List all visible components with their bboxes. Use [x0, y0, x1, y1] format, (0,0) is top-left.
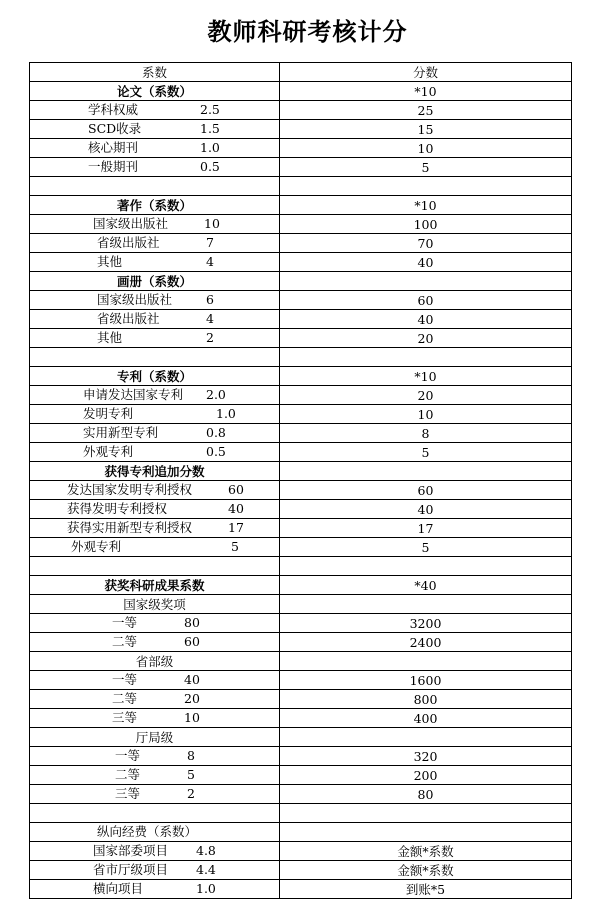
item-coefficient: 40 — [184, 672, 200, 687]
coefficient-cell — [30, 500, 280, 519]
item-name: 实用新型专利 — [83, 425, 159, 440]
table-row — [30, 861, 572, 880]
table-row — [30, 82, 572, 101]
score-cell: 8 — [280, 424, 572, 443]
item-coefficient: 7 — [206, 235, 214, 250]
item-name: 学科权威 — [88, 102, 139, 117]
score-cell — [280, 728, 572, 747]
coefficient-cell — [30, 253, 280, 272]
score-cell: 200 — [280, 766, 572, 785]
item-coefficient: 4 — [206, 311, 214, 326]
coefficient-cell — [30, 443, 280, 462]
score-cell: 5 — [280, 443, 572, 462]
table-row — [30, 652, 572, 671]
item-name: 获得实用新型专利授权 — [67, 520, 193, 535]
item-name: 国家级出版社 — [93, 216, 169, 231]
item-name: 申请发达国家专利 — [83, 387, 184, 402]
item-name: 外观专利 — [71, 539, 122, 554]
item-coefficient: 0.5 — [200, 159, 220, 174]
coefficient-cell — [30, 728, 280, 747]
table-row — [30, 595, 572, 614]
coefficient-cell — [30, 177, 280, 196]
item-coefficient: 1.5 — [200, 121, 220, 136]
table-row — [30, 101, 572, 120]
coefficient-cell — [30, 82, 280, 101]
item-coefficient: 2 — [187, 786, 195, 801]
item-name: 三等 — [112, 710, 138, 725]
score-cell: 40 — [280, 253, 572, 272]
coefficient-cell — [30, 139, 280, 158]
score-cell: 金额*系数 — [280, 861, 572, 880]
score-cell: 400 — [280, 709, 572, 728]
table-row — [30, 443, 572, 462]
header-coefficient: 系数 — [30, 63, 280, 82]
coefficient-cell — [30, 424, 280, 443]
item-name: 三等 — [115, 786, 141, 801]
item-coefficient: 40 — [228, 501, 244, 516]
item-name: 二等 — [112, 691, 138, 706]
coefficient-cell — [30, 595, 280, 614]
coefficient-cell — [30, 291, 280, 310]
score-cell: 3200 — [280, 614, 572, 633]
table-row — [30, 842, 572, 861]
coefficient-cell — [30, 614, 280, 633]
score-cell: 5 — [280, 538, 572, 557]
table-row — [30, 367, 572, 386]
item-name: 一等 — [115, 748, 141, 763]
score-cell: 金额*系数 — [280, 842, 572, 861]
table-row — [30, 766, 572, 785]
coefficient-cell — [30, 481, 280, 500]
coefficient-cell — [30, 766, 280, 785]
item-name: 核心期刊 — [88, 140, 139, 155]
item-coefficient: 6 — [206, 292, 214, 307]
item-name: 其他 — [97, 330, 123, 345]
table-row — [30, 462, 572, 481]
score-cell — [280, 595, 572, 614]
item-coefficient: 20 — [184, 691, 200, 706]
coefficient-cell — [30, 196, 280, 215]
score-cell: 5 — [280, 158, 572, 177]
item-coefficient: 4.8 — [196, 843, 216, 858]
item-name: 一等 — [112, 672, 138, 687]
section-heading: 画册（系数） — [116, 273, 192, 289]
item-coefficient: 8 — [187, 748, 195, 763]
item-name: 国家部委项目 — [93, 843, 169, 858]
score-cell: 100 — [280, 215, 572, 234]
score-cell — [280, 348, 572, 367]
coefficient-cell — [30, 158, 280, 177]
item-coefficient: 60 — [228, 482, 244, 497]
score-cell — [280, 557, 572, 576]
coefficient-cell — [30, 329, 280, 348]
coefficient-cell — [30, 215, 280, 234]
subsection-label: 纵向经费（系数） — [97, 824, 198, 839]
score-cell: 20 — [280, 329, 572, 348]
score-cell: 70 — [280, 234, 572, 253]
score-cell: 到账*5 — [280, 880, 572, 899]
table-row — [30, 329, 572, 348]
score-cell — [280, 177, 572, 196]
item-coefficient: 2.5 — [200, 102, 220, 117]
score-table — [29, 62, 572, 899]
table-row — [30, 291, 572, 310]
score-cell: 60 — [280, 291, 572, 310]
score-cell — [280, 804, 572, 823]
table-row — [30, 234, 572, 253]
score-cell: 40 — [280, 500, 572, 519]
item-name: 发达国家发明专利授权 — [67, 482, 193, 497]
item-name: 二等 — [112, 634, 138, 649]
item-coefficient: 2 — [206, 330, 214, 345]
coefficient-cell — [30, 405, 280, 424]
coefficient-cell — [30, 709, 280, 728]
score-cell: 25 — [280, 101, 572, 120]
coefficient-cell — [30, 823, 280, 842]
item-coefficient: 1.0 — [216, 406, 236, 421]
coefficient-cell — [30, 120, 280, 139]
table-row — [30, 690, 572, 709]
table-row — [30, 253, 572, 272]
item-coefficient: 60 — [184, 634, 200, 649]
item-coefficient: 0.5 — [206, 444, 226, 459]
coefficient-cell — [30, 310, 280, 329]
score-cell: *10 — [280, 196, 572, 215]
table-row — [30, 557, 572, 576]
score-cell: *10 — [280, 367, 572, 386]
coefficient-cell — [30, 462, 280, 481]
table-row — [30, 576, 572, 595]
table-row — [30, 671, 572, 690]
coefficient-cell — [30, 519, 280, 538]
subsection-label: 国家级奖项 — [123, 596, 186, 612]
item-name: 横向项目 — [93, 881, 144, 896]
score-cell: 15 — [280, 120, 572, 139]
score-cell: 800 — [280, 690, 572, 709]
item-name: 一般期刊 — [88, 159, 139, 174]
item-name: 发明专利 — [83, 406, 134, 421]
table-row — [30, 500, 572, 519]
table-row — [30, 139, 572, 158]
table-row — [30, 728, 572, 747]
coefficient-cell — [30, 576, 280, 595]
table-row — [30, 614, 572, 633]
item-coefficient: 0.8 — [206, 425, 226, 440]
score-cell: 10 — [280, 405, 572, 424]
score-cell: *10 — [280, 82, 572, 101]
section-heading: 获奖科研成果系数 — [104, 577, 205, 593]
coefficient-cell — [30, 842, 280, 861]
coefficient-cell — [30, 671, 280, 690]
section-heading: 专利（系数） — [116, 368, 192, 384]
header-score: 分数 — [280, 63, 572, 82]
coefficient-cell — [30, 652, 280, 671]
score-cell — [280, 272, 572, 291]
item-name: 省级出版社 — [97, 311, 160, 326]
coefficient-cell — [30, 690, 280, 709]
item-name: 二等 — [115, 767, 141, 782]
table-row — [30, 633, 572, 652]
coefficient-cell — [30, 633, 280, 652]
score-cell — [280, 652, 572, 671]
table-row — [30, 196, 572, 215]
table-row — [30, 120, 572, 139]
item-coefficient: 10 — [204, 216, 220, 231]
table-row — [30, 823, 572, 842]
table-row — [30, 538, 572, 557]
coefficient-cell — [30, 386, 280, 405]
item-coefficient: 4 — [206, 254, 214, 269]
item-coefficient: 17 — [228, 520, 244, 535]
table-row — [30, 424, 572, 443]
coefficient-cell — [30, 367, 280, 386]
item-coefficient: 1.0 — [200, 140, 220, 155]
item-name: 获得发明专利授权 — [67, 501, 168, 516]
score-cell: 10 — [280, 139, 572, 158]
score-cell — [280, 823, 572, 842]
item-name: 外观专利 — [83, 444, 134, 459]
score-cell: *40 — [280, 576, 572, 595]
score-cell: 60 — [280, 481, 572, 500]
coefficient-cell — [30, 557, 280, 576]
subsection-label: 省部级 — [135, 653, 174, 669]
table-row — [30, 348, 572, 367]
table-row — [30, 519, 572, 538]
table-row — [30, 386, 572, 405]
table-row — [30, 481, 572, 500]
table-row — [30, 747, 572, 766]
table-row — [30, 310, 572, 329]
section-heading: 获得专利追加分数 — [104, 463, 205, 479]
item-coefficient: 5 — [231, 539, 239, 554]
item-name: SCD收录 — [88, 121, 142, 136]
coefficient-cell — [30, 861, 280, 880]
section-heading: 著作（系数） — [116, 197, 192, 213]
item-coefficient: 1.0 — [196, 881, 216, 896]
coefficient-cell — [30, 880, 280, 899]
score-cell — [280, 462, 572, 481]
score-cell: 320 — [280, 747, 572, 766]
score-cell: 80 — [280, 785, 572, 804]
table-row — [30, 709, 572, 728]
table-row — [30, 405, 572, 424]
table-row — [30, 804, 572, 823]
item-name: 一等 — [112, 615, 138, 630]
subsection-label: 厅局级 — [135, 729, 174, 745]
coefficient-cell — [30, 538, 280, 557]
coefficient-cell — [30, 804, 280, 823]
item-coefficient: 80 — [184, 615, 200, 630]
item-name: 其他 — [97, 254, 123, 269]
score-cell: 17 — [280, 519, 572, 538]
table-row — [30, 272, 572, 291]
score-cell: 40 — [280, 310, 572, 329]
header-row — [30, 63, 572, 82]
item-coefficient: 2.0 — [206, 387, 226, 402]
score-cell: 20 — [280, 386, 572, 405]
page-title: 教师科研考核计分 — [207, 18, 408, 46]
table-row — [30, 158, 572, 177]
item-coefficient: 5 — [187, 767, 195, 782]
item-name: 省级出版社 — [97, 235, 160, 250]
coefficient-cell — [30, 785, 280, 804]
section-heading: 论文（系数） — [116, 83, 192, 99]
coefficient-cell — [30, 234, 280, 253]
coefficient-cell — [30, 272, 280, 291]
item-name: 国家级出版社 — [97, 292, 173, 307]
table-row — [30, 177, 572, 196]
item-name: 省市厅级项目 — [93, 862, 169, 877]
table-row — [30, 215, 572, 234]
table-row — [30, 880, 572, 899]
item-coefficient: 10 — [184, 710, 200, 725]
score-cell: 1600 — [280, 671, 572, 690]
coefficient-cell — [30, 348, 280, 367]
item-coefficient: 4.4 — [196, 862, 216, 877]
table-row — [30, 785, 572, 804]
coefficient-cell — [30, 101, 280, 120]
score-cell: 2400 — [280, 633, 572, 652]
coefficient-cell — [30, 747, 280, 766]
